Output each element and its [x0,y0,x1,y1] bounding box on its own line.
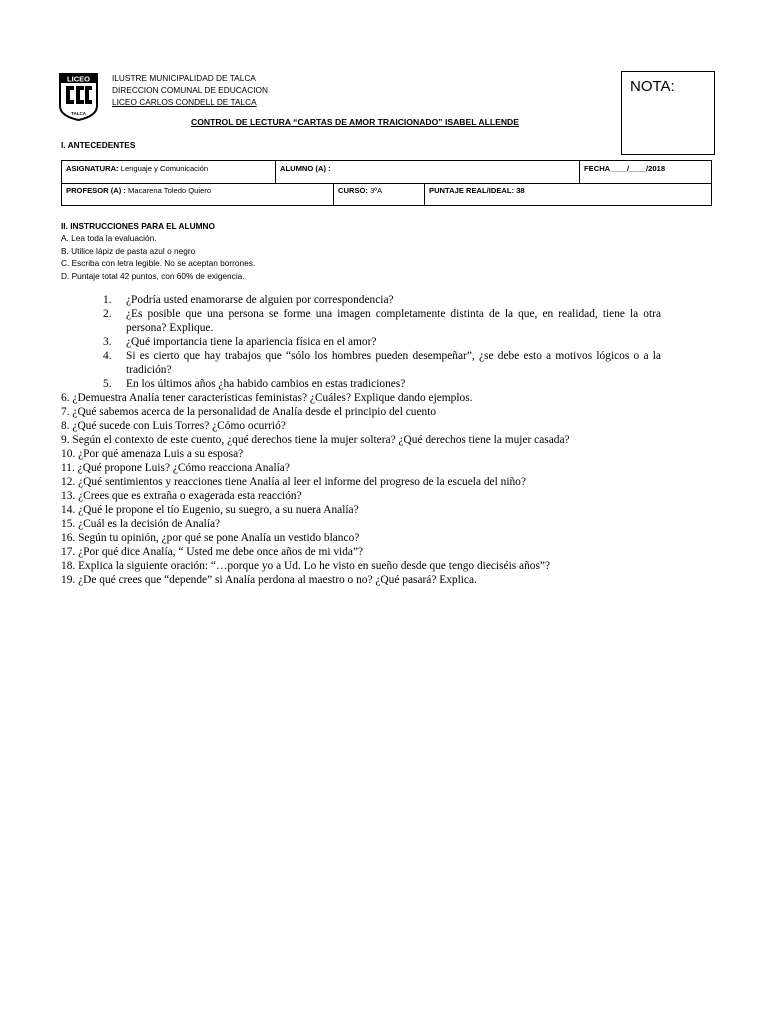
puntaje-label: PUNTAJE REAL/IDEAL: 38 [429,186,525,195]
info-table [61,160,712,206]
grade-label: NOTA: [630,78,675,95]
institution-line-1: ILUSTRE MUNICIPALIDAD DE TALCA [112,73,256,83]
profesor-value: Macarena Toledo Quiero [128,186,212,195]
question-number: 4. [103,350,112,362]
curso-label: CURSO: [338,186,368,195]
logo-text-bottom: TALCA [71,111,86,116]
curso-cell [333,183,424,205]
asignatura-cell [62,161,275,183]
question-item: 17. ¿Por qué dice Analía, “ Usted me debe once años de mi vida”? [61,546,364,558]
instructions [61,220,255,282]
question-item: 15. ¿Cuál es la decisión de Analía? [61,518,221,530]
question-item [61,377,661,391]
document-title: CONTROL DE LECTURA “CARTAS DE AMOR TRAICIONADO” ISABEL ALLENDE [191,117,519,127]
question-number: 5. [103,378,112,390]
question-number: 3. [103,336,112,348]
institution-line-3: LICEO CARLOS CONDELL DE TALCA [112,97,257,107]
liceo-logo [57,72,100,122]
instruction-item: A. Lea toda la evaluación. [61,233,157,244]
question-item [61,307,661,335]
fecha-cell[interactable] [579,161,713,183]
question-item: 19. ¿De qué crees que “depende” si Analía perdona al maestro o no? ¿Qué pasará? Explica. [61,574,477,586]
instruction-item: B. Utilice lápiz de pasta azul o negro [61,245,196,256]
question-number: 2. [103,308,112,320]
instructions-heading: II. INSTRUCCIONES PARA EL ALUMNO [61,221,215,231]
question-item: 8. ¿Qué sucede con Luis Torres? ¿Cómo ocurrió? [61,420,286,432]
fecha-label: FECHA____/____/2018 [584,164,666,173]
question-item: 9. Según el contexto de este cuento, ¿qué derechos tiene la mujer soltera? ¿Qué derechos tiene la mujer casada? [61,434,570,446]
question-item [61,335,661,349]
puntaje-cell [424,183,713,205]
asignatura-value: Lenguaje y Comunicación [120,164,209,173]
question-item: 10. ¿Por qué amenaza Luis a su esposa? [61,448,244,460]
info-row-2 [62,183,711,205]
alumno-cell[interactable] [275,161,579,183]
question-text: ¿Qué importancia tiene la apariencia física en el amor? [126,336,377,348]
question-number: 1. [103,294,112,306]
profesor-label: PROFESOR (A) : [66,186,126,195]
question-item: 11. ¿Qué propone Luis? ¿Cómo reacciona Analía? [61,462,290,474]
institution-line-2: DIRECCION COMUNAL DE EDUCACION [112,85,268,95]
instruction-item: D. Puntaje total 42 puntos, con 60% de exigencia. [61,270,245,281]
question-text: ¿Es posible que una persona se forme una imagen completamente distinta de la que, en realidad, tiene la otra persona? Explique. [126,308,661,334]
grade-box[interactable] [621,71,715,155]
question-item: 12. ¿Qué sentimientos y reacciones tiene Analía al leer el informe del progreso de la escuela del niño? [61,476,526,488]
logo-text-top: LICEO [67,74,90,84]
questions-list [61,293,661,587]
question-item: 14. ¿Qué le propone el tío Eugenio, su suegro, a su nuera Analía? [61,504,359,516]
question-item: 16. Según tu opinión, ¿por qué se pone Analía un vestido blanco? [61,532,360,544]
question-item: 7. ¿Qué sabemos acerca de la personalidad de Analía desde el principio del cuento [61,406,437,418]
question-item: 13. ¿Crees que es extraña o exagerada esta reacción? [61,490,302,502]
curso-value: 3ºA [370,186,383,195]
institution-header [112,72,268,108]
question-item: 18. Explica la siguiente oración: “…porque yo a Ud. Lo he visto en sueño desde que tengo dieciséis años”? [61,560,551,572]
question-text: En los últimos años ¿ha habido cambios en estas tradiciones? [126,378,406,390]
question-text: ¿Podría usted enamorarse de alguien por correspondencia? [126,294,394,306]
profesor-cell [62,183,333,205]
alumno-label: ALUMNO (A) : [280,164,331,173]
info-row-1 [62,161,711,184]
asignatura-label: ASIGNATURA: [66,164,119,173]
instruction-item: C. Escriba con letra legible. No se aceptan borrones. [61,258,256,269]
section-antecedentes: I. ANTECEDENTES [61,140,136,150]
question-text: Si es cierto que hay trabajos que “sólo los hombres pueden desempeñar”, ¿se debe esto a motivos lógicos o a la tradición? [126,350,661,376]
question-item [61,293,661,307]
question-item [61,349,661,377]
question-item: 6. ¿Demuestra Analía tener características feministas? ¿Cuáles? Explique dando ejemplos. [61,392,473,404]
